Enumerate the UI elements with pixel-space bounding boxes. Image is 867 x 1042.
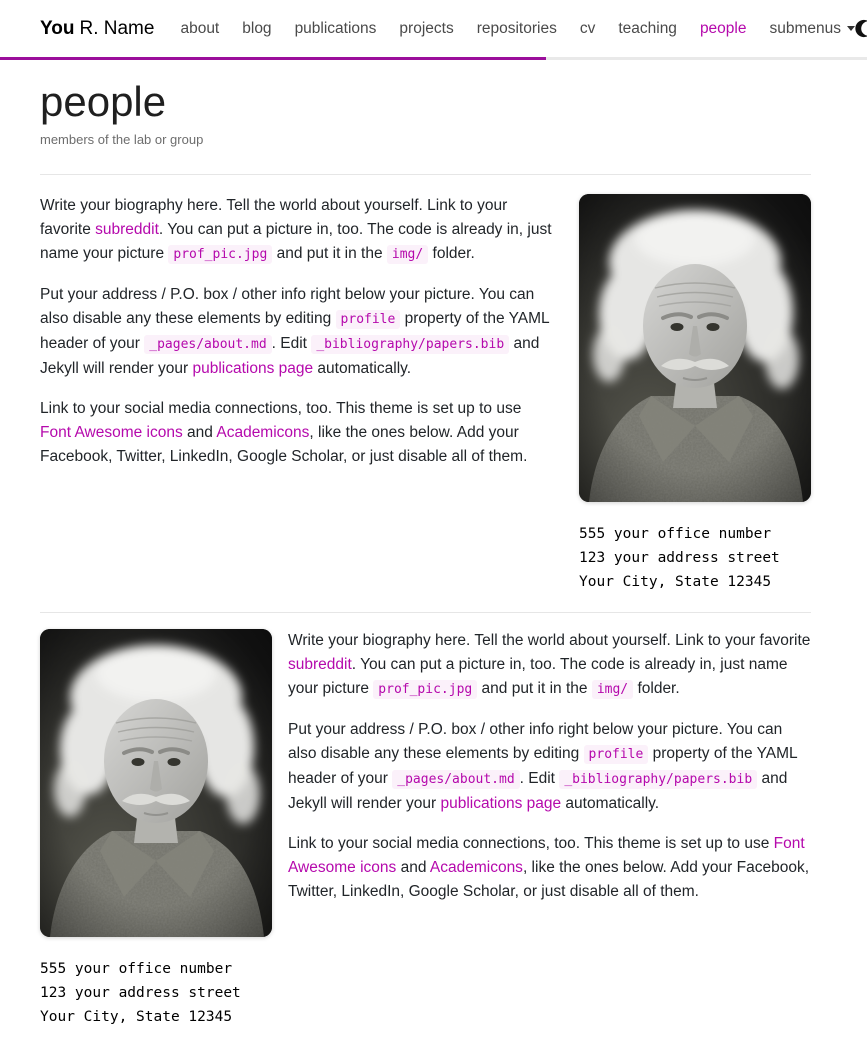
inline-link[interactable]: Font Awesome icons <box>40 424 183 442</box>
profile-photo <box>40 629 272 937</box>
inline-link[interactable]: subreddit <box>288 656 352 674</box>
text-segment: and Jekyll will render your <box>288 770 788 813</box>
inline-link[interactable]: subreddit <box>95 221 159 239</box>
nav-item-submenus[interactable] <box>769 20 855 38</box>
text-segment: and Jekyll will render your <box>40 335 540 378</box>
brand-first-name: You <box>40 17 75 39</box>
nav-item-publications[interactable]: publications <box>294 19 377 37</box>
bio-paragraph <box>40 397 553 469</box>
page-content <box>0 78 867 1029</box>
nav-list <box>180 20 855 38</box>
address-line: 555 your office number <box>579 526 772 543</box>
text-segment: Put your address / P.O. box / other info right below your picture. You can also disable any these elements by editing <box>40 286 535 328</box>
text-segment: property of the YAML header of your <box>288 745 798 788</box>
text-segment: and put it in the <box>272 245 387 263</box>
bio-paragraph <box>40 194 553 267</box>
nav-item-cv[interactable]: cv <box>579 19 596 37</box>
profile-photo <box>579 194 811 502</box>
address-line: Your City, State 12345 <box>579 574 772 591</box>
bio-text-1 <box>40 194 553 469</box>
text-segment: and <box>182 424 217 442</box>
inline-code: _pages/about.md <box>144 335 271 354</box>
text-segment: automatically. <box>313 360 412 378</box>
text-segment: automatically. <box>561 795 660 813</box>
address-line: 123 your address street <box>579 550 780 567</box>
inline-link[interactable]: Academicons <box>216 424 310 442</box>
page-title: people <box>40 78 167 125</box>
inline-link[interactable]: Font Awesome icons <box>288 835 805 877</box>
site-brand[interactable] <box>40 18 154 40</box>
text-segment: , like the ones below. Add your Facebook, Twitter, LinkedIn, Google Scholar, or just disable all of them. <box>40 424 528 466</box>
text-segment: . Edit <box>519 770 560 788</box>
text-segment: folder. <box>428 245 475 263</box>
nav-submenus-label: submenus <box>769 19 841 37</box>
inline-code: prof_pic.jpg <box>168 245 272 264</box>
page-subtitle: members of the lab or group <box>40 132 204 148</box>
portrait-column-1 <box>579 194 811 594</box>
nav-item-repositories[interactable]: repositories <box>476 19 557 37</box>
text-segment: Write your biography here. Tell the world about yourself. Link to your favorite <box>40 197 508 239</box>
text-segment: property of the YAML header of your <box>40 310 550 353</box>
bio-paragraph <box>288 832 811 904</box>
address-line: 123 your address street <box>40 985 241 1002</box>
nav-item-people[interactable]: people <box>699 19 747 37</box>
portrait-column-2 <box>40 629 272 1029</box>
inline-code: _bibliography/papers.bib <box>559 770 757 789</box>
text-segment: folder. <box>633 680 680 698</box>
text-segment: and <box>396 859 430 877</box>
text-segment: and put it in the <box>477 680 592 698</box>
bio-text-2 <box>288 629 811 904</box>
inline-link[interactable]: publications page <box>440 795 562 813</box>
scroll-progress-fill <box>0 57 546 60</box>
inline-link[interactable]: Academicons <box>429 859 523 877</box>
text-segment: , like the ones below. Add your Facebook, Twitter, LinkedIn, Google Scholar, or just disable all of them. <box>288 859 810 901</box>
moon-icon <box>855 19 867 38</box>
inline-code: profile <box>584 745 649 764</box>
text-segment: . You can put a picture in, too. The code is already in, just name your picture <box>288 656 788 698</box>
brand-last-name: R. Name <box>79 17 155 39</box>
address-line: 555 your office number <box>40 961 233 978</box>
inline-code: img/ <box>592 680 633 699</box>
text-segment: . You can put a picture in, too. The code is already in, just name your picture <box>40 221 552 263</box>
scroll-progress-track <box>0 57 867 60</box>
nav-item-teaching[interactable]: teaching <box>618 19 677 37</box>
chevron-down-icon <box>847 26 855 31</box>
bio-paragraph <box>288 629 811 702</box>
text-segment: Link to your social media connections, too. This theme is set up to use <box>288 835 774 853</box>
profile-section-2 <box>40 613 811 1029</box>
nav-item-blog[interactable]: blog <box>242 19 272 37</box>
inline-code: _bibliography/papers.bib <box>311 335 509 354</box>
inline-link[interactable]: publications page <box>192 360 314 378</box>
bio-paragraph <box>288 718 811 816</box>
nav-item-projects[interactable]: projects <box>399 19 454 37</box>
inline-code: _pages/about.md <box>392 770 519 789</box>
address-block <box>40 957 272 1029</box>
text-segment: Link to your social media connections, too. This theme is set up to use <box>40 400 522 418</box>
inline-code: img/ <box>387 245 428 264</box>
text-segment: . Edit <box>271 335 312 353</box>
address-line: Your City, State 12345 <box>40 1009 233 1026</box>
text-segment: Put your address / P.O. box / other info right below your picture. You can also disable any these elements by editing <box>288 721 783 763</box>
inline-code: profile <box>336 310 401 329</box>
inline-code: prof_pic.jpg <box>373 680 477 699</box>
bio-paragraph <box>40 283 553 381</box>
profile-section-1 <box>40 175 811 612</box>
text-segment: Write your biography here. Tell the world about yourself. Link to your favorite <box>288 632 811 650</box>
dark-mode-toggle[interactable] <box>855 19 867 38</box>
nav-item-about[interactable]: about <box>180 19 220 37</box>
top-navbar <box>0 0 867 57</box>
address-block <box>579 522 811 594</box>
